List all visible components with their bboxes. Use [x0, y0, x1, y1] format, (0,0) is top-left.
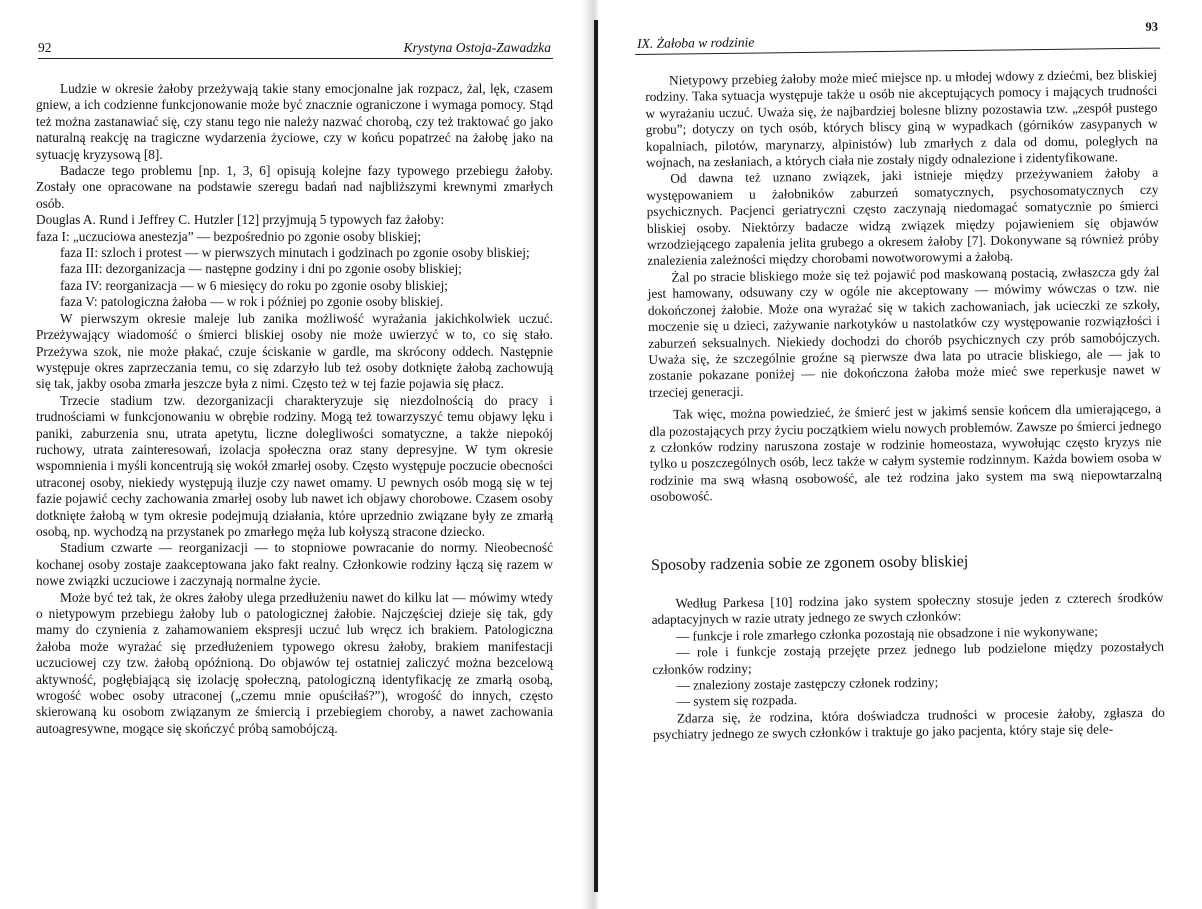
paragraph: Trzecie stadium tzw. dezorganizacji charakteryzuje się niezdolnością do pracy i trudnościami w funkcjonowaniu w obrębie rodziny. Mogą też towarzyszyć temu objawy lęku i paniki, zaburzenia snu, utrata apetytu, liczne dolegliwości somatyczne, a także niepokój ruchowy, utrata zainteresowań, izolacja społeczna oraz stany depresyjne. W tym okresie wspomnienia i myśli koncentrują się wokół zmarłej osoby. Często występuje poczucie obecności utraconej osoby, niekiedy występują iluzje czy nawet omamy. U pewnych osób mogą się w tej fazie pojawić cechy zachowania zmarłej osoby lub nawet ich objawy chorobowe. Czasem osoby dotknięte żałobą w tym okresie podejmują działania, które uprzednio związane były ze zmarłą osobą, np. wychodzą na przystanek po zmarłego męża lub kołyszą stracone dziecko. [36, 392, 553, 539]
list-item: — funkcje i role zmarłego członka pozostają nie obsadzone i nie wykonywane; [675, 623, 1098, 644]
page-number: 93 [1145, 19, 1159, 34]
page-header [635, 19, 1160, 55]
paragraph: Tak więc, można powiedzieć, że śmierć jest w jakimś sensie końcem dla umierającego, a dla pozostających przy życiu początkiem wielu nowych problemów. Zawsze po śmierci jednego z członków rodziny naruszona zostaje w rodzinie homeostaza, wywołując często kryzys nie tylko u poszczególnych osób, lecz także w całym systemie rodzinnym. Każda bowiem osoba w rodzinie ma swą własną osobowość, ale też rodzina jako system ma swą niepowtarzalną osobowość. [649, 400, 1163, 505]
paragraph: Badacze tego problemu [np. 1, 3, 6] opisują kolejne fazy typowego przebiegu żałoby. Zostały one opracowane na podstawie szeregu badań nad najbliższymi krewnymi zmarłych osób. [36, 163, 553, 211]
left-page [0, 0, 580, 909]
running-head: IX. Żałoba w rodzinie [637, 34, 755, 51]
list-item: faza V: patologiczna żałoba — w rok i później po zgonie osoby bliskiej. [60, 294, 444, 310]
page-number: 92 [38, 40, 52, 55]
running-head: Krystyna Ostoja-Zawadzka [403, 40, 551, 55]
list-item: — system się rozpada. [676, 692, 798, 710]
list-item: faza I: „uczuciowa anestezja” — bezpośrednio po zgonie osoby bliskiej; [36, 228, 422, 244]
list-item: faza III: dezorganizacja — następne godziny i dni po zgonie osoby bliskiej; [60, 261, 462, 277]
paragraph: Douglas A. Rund i Jeffrey C. Hutzler [12] przyjmują 5 typowych faz żałoby: [36, 212, 445, 228]
right-page [600, 0, 1202, 909]
paragraph: Według Parkesa [10] rodzina jako system społeczny stosuje jeden z czterech środków adaptacyjnych w razie utraty jednego ze swych członków: [651, 589, 1164, 628]
section-heading: Sposoby radzenia sobie ze zgonem osoby bliskiej [650, 552, 969, 574]
paragraph: W pierwszym okresie maleje lub zanika możliwość wyrażania jakichkolwiek uczuć. Przeżywający wiadomość o śmierci bliskiej osoby nie może uwierzyć w to, co się stało. Przeżywa szok, nie może płakać, czuje ściskanie w gardle, ma skrócony oddech. Następnie występuje okres zaprzeczania temu, co się zdarzyło lub też osoby dotknięte żałobą zachowują się tak, jakby osoba zmarła jeszcze była z nimi. Często też w tej fazie pojawia się płacz. [36, 310, 553, 392]
list-item: faza IV: reorganizacja — w 6 miesięcy do roku po zgonie osoby bliskiej; [60, 277, 448, 293]
paragraph: Żal po stracie bliskiego może się też pojawić pod maskowaną postacią, zwłaszcza gdy żal jest hamowany, odsuwany czy w ogóle nie akceptowany — mówimy wówczas o tzw. nie dokończonej żałobie. Może ona wyrażać się w takich zachowaniach, jak ucieczki ze szkoły, moczenie się u dzieci, zażywanie narkotyków u nastolatków czy występowanie rozwiązłości i zaburzeń seksualnych. Niekiedy dochodzi do chorób psychicznych czy prób samobójczych. Uważa się, że szczególnie groźne są pierwsze dwa lata po utracie bliskiego, ale — jak to zostanie pokazane poniżej — nie dokończona żałoba może mieć swe reperkusje nawet w trzeciej generacji. [647, 263, 1161, 400]
page-body [645, 67, 1165, 744]
book-spine [594, 20, 598, 892]
list-item: — znaleziony zostaje zastępczy członek rodziny; [676, 674, 939, 693]
paragraph: Stadium czwarte — reorganizacji — to stopniowe powracanie do normy. Nieobecność kochanej osoby zostaje zaakceptowana jako fakt realny. Członkowie rodziny łączą się razem w nowe związki uczuciowe i zaczynają normalne życie. [36, 540, 553, 589]
paragraph: Zdarza się, że rodzina, która doświadcza trudności w procesie żałoby, zgłasza do psychiatry jednego ze swych członków i traktuje go jako pacjenta, który staje się dele- [652, 704, 1165, 743]
page-body [36, 81, 553, 737]
page-header [38, 38, 553, 59]
paragraph: Ludzie w okresie żałoby przeżywają takie stany emocjonalne jak rozpacz, żal, lęk, czasem gniew, a ich codzienne funkcjonowanie może być znacznie ograniczone i wymaga pomocy. Stąd też można zastanawiać się, czy stanu tego nie należy nazwać chorobą, czy też traktować go jako naturalną reakcję na tragiczne wydarzenia życiowe, czy w końcu popatrzeć na żałobę jako na sytuację kryzysową [8]. [36, 81, 553, 162]
list-item: faza II: szloch i protest — w pierwszych minutach i godzinach po zgonie osoby bliskiej; [60, 245, 530, 261]
paragraph: Nietypowy przebieg żałoby może mieć miejsce np. u młodej wdowy z dziećmi, bez bliskiej rodziny. Taka sytuacja występuje także u osób nie akceptujących pomocy i mających trudności w wyrażaniu uczuć. Uważa się, że najbardziej bolesne blizny pozostawia tzw. „zespół pustego grobu”; dotyczy on tych osób, których bliscy giną w wypadkach (górników zasypanych w kopalniach, pilotów, marynarzy, alpinistów) lub zmarłych z dala od domu, poległych na wojnach, na zesłaniach, a których ciała nie zostały nigdy odnalezione i zidentyfikowane. [645, 66, 1158, 171]
list-item: — role i funkcje zostają przejęte przez jednego lub podzielone między pozostałych członków rodziny; [652, 638, 1165, 677]
paragraph: Od dawna też uznano związek, jaki istnieje między przeżywaniem żałoby a występowaniem u żałobników zaburzeń somatycznych, psychosomatycznych czy psychicznych. Pacjenci geriatryczni często zaczynają niedomagać somatycznie po śmierci bliskiej osoby. Niektórzy badacze widzą związek między pojawieniem się objawów wrzodziejącego zapalenia jelita grubego a okresem żałoby [7]. Dokonywane są również próby znalezienia zależności między chorobami nowotworowymi a żałobą. [646, 165, 1160, 269]
paragraph: Może być też tak, że okres żałoby ulega przedłużeniu nawet do kilku lat — mówimy wtedy o nietypowym przebiegu żałoby lub o patologicznej żałobie. Najczęściej dzieje się tak, gdy mamy do czynienia z zahamowaniem ekspresji uczuć lub wręcz ich brakiem. Patologiczna żałoba może wyrażać się przedłużeniem typowego okresu żałoby, brakiem manifestacji uczuciowej czy tzw. żałobą opóźnioną. Do objawów tej ostatniej zaliczyć można bezcelową aktywność, pogłębiającą się izolację społeczną, patologiczną identyfikację ze zmarłą osobą, wrogość wobec osoby utraconej („czemu mnie opuściłaś?”), wrogość do innych, często skierowaną ku osobom związanym ze śmiercią i przebiegiem choroby, a nawet zachowania autoagresywne, mogące się skończyć próbą samobójczą. [36, 589, 553, 736]
